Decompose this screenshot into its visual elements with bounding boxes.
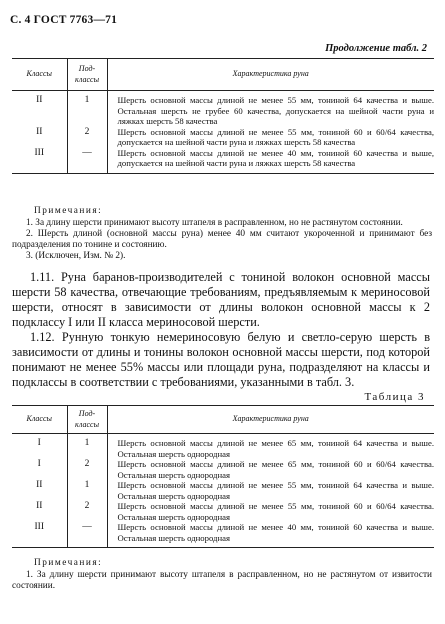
description-cell: Шерсть основной массы длиной не менее 40 мм, тониной 60 качества и выше, допускается на шейной части руна и ляжках шерсть 58 качества [107,148,434,174]
page-header: С. 4 ГОСТ 7763—71 [10,14,118,26]
table-row [12,480,434,501]
column-header-subclass: Под-классы [67,406,107,434]
note-item: 1. За длину шерсти принимают высоту штапеля в расправленном, но не растянутом от извитости состоянии. [12,570,432,591]
description-cell: Шерсть основной массы длиной не менее 65 мм, тониной 60 и 60/64 качества. Остальная шерсть однородная [107,459,434,480]
subclass-cell: 1 [67,434,107,460]
note-item: 2. Шерсть длиной (основной массы руна) менее 40 мм считают укороченной и принимают без подразделения по тонине и состоянию. [12,229,432,250]
class-cell: I [37,438,41,448]
class-cell: II [36,480,43,490]
description-cell: Шерсть основной массы длиной не менее 55 мм, тониной 64 качества и выше. Остальная шерсть не грубее 60 качества, допускается на шейной части руна и ляжках шерсть 58 качества [107,91,434,127]
paragraph-1-12: 1.12. Рунную тонкую немериносовую белую и светло-серую шерсть в зависимости от длины и тонины волокон основной массы шерсти, под которой понимают не менее 55% массы или площади руна, подразделяют на классы и подклассы в соответствии с требованиями, указанными в табл. 3. [12,330,430,389]
class-cell: II [36,126,43,137]
table-row [12,501,434,522]
description-cell: Шерсть основной массы длиной не менее 40 мм, тониной 60 качества и выше. Остальная шерсть однородная [107,522,434,548]
class-cell: III [12,522,67,548]
description-cell: Шерсть основной массы длиной не менее 55 мм, тониной 60 и 60/64 качества, допускается на шейной части руна и ляжках шерсть 58 качества [107,127,434,148]
notes-title: Примечания: [34,206,103,216]
table-row [12,127,434,148]
description-cell: Шерсть основной массы длиной не менее 55 мм, тониной 64 качества и выше. Остальная шерсть однородная [107,480,434,501]
column-header-class: Классы [12,59,67,91]
subclass-cell: 2 [67,501,107,522]
table-row [12,91,434,127]
subclass-cell: 1 [67,480,107,501]
subclass-cell: — [67,522,107,548]
subclass-cell: 2 [67,127,107,148]
table-3 [12,405,434,548]
note-item: 1. За длину шерсти принимают высоту штапеля в расправленном, но не растянутом состоянии. [26,218,403,228]
subclass-cell: 1 [67,91,107,127]
column-header-description: Характеристика руна [107,406,434,434]
table-3-caption: Таблица 3 [364,391,425,403]
table-3-notes [12,558,432,592]
table-row [12,522,434,548]
main-text [12,270,430,390]
column-header-subclass: Под-классы [67,59,107,91]
column-header-class: Классы [12,406,67,434]
column-header-description: Характеристика руна [107,59,434,91]
class-cell: I [37,459,41,469]
table-row [12,148,434,174]
table-2-notes [12,206,432,262]
table-continuation-label: Продолжение табл. 2 [325,43,427,54]
description-cell: Шерсть основной массы длиной не менее 65 мм, тониной 64 качества и выше. Остальная шерсть однородная [107,434,434,460]
description-cell: Шерсть основной массы длиной не менее 55 мм, тониной 60 и 60/64 качества. Остальная шерсть однородная [107,501,434,522]
note-item: 3. (Исключен, Изм. № 2). [26,251,126,261]
class-cell: II [36,95,43,105]
table-2 [12,58,434,174]
notes-title: Примечания: [34,558,103,568]
class-cell: II [36,501,43,511]
subclass-cell: — [67,148,107,174]
paragraph-1-11: 1.11. Руна баранов-производителей с тониной волокон основной массы шерсти 58 качества, отвечающие требованиям, предъявляемым к мериносовой шерсти, относят в зависимости от длины волокон основной массы к 2 подклассу I или II класса мериносовой шерсти. [12,270,430,329]
class-cell: III [12,148,67,174]
table-row [12,459,434,480]
table-row [12,434,434,460]
subclass-cell: 2 [67,459,107,480]
